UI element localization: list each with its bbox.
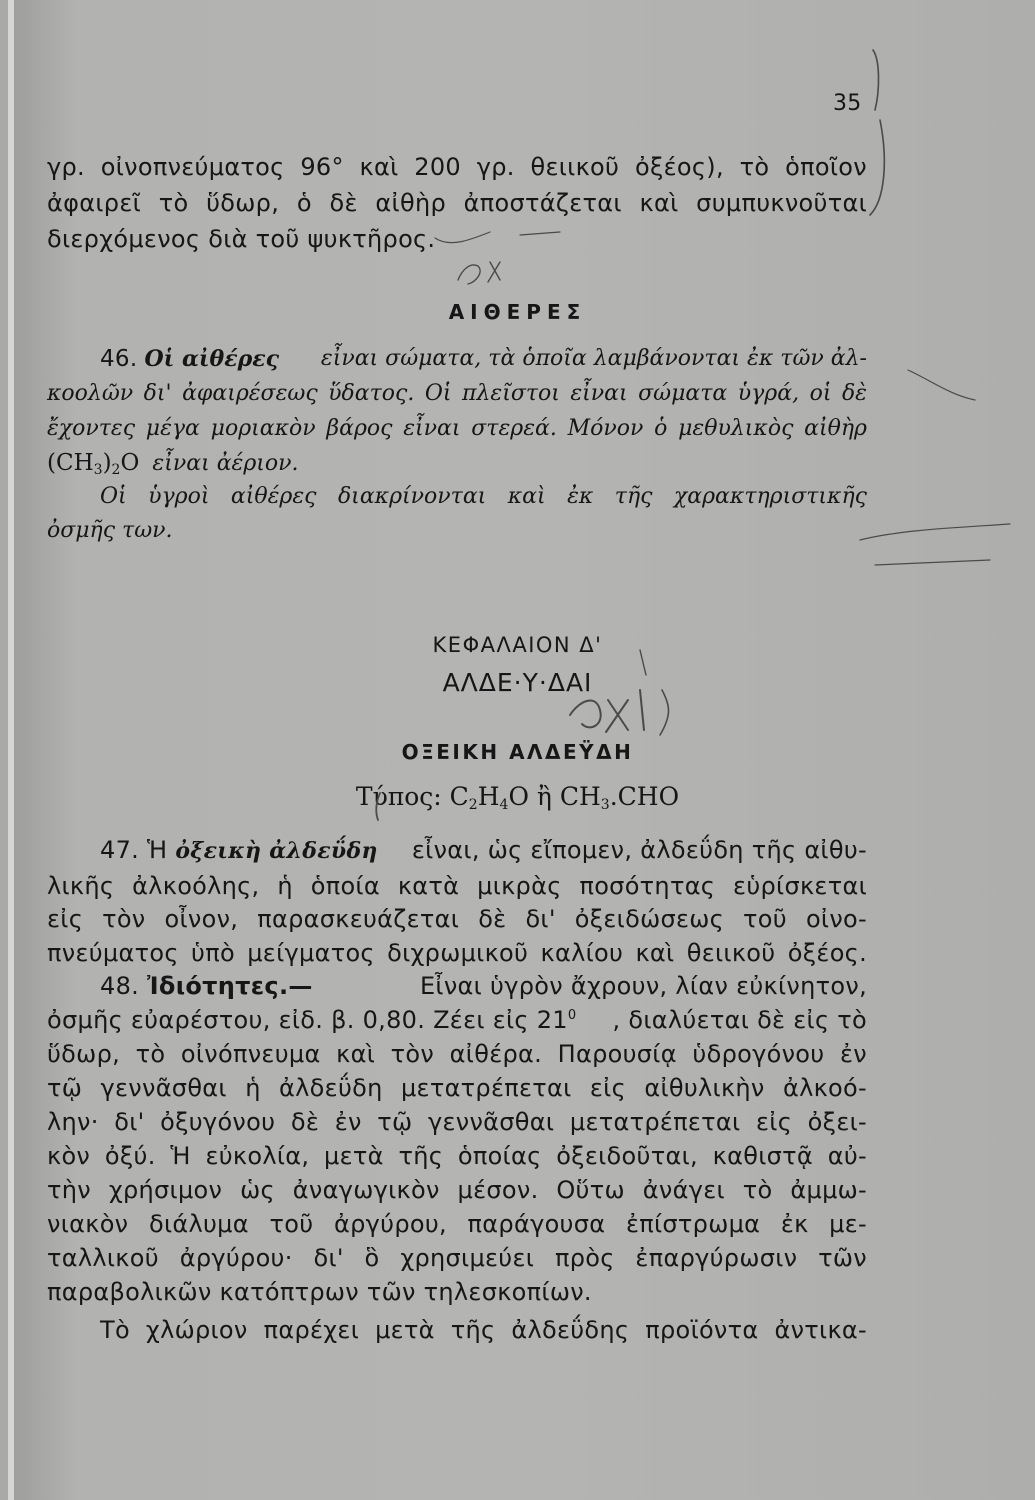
p46-term: Οἱ αἰθέρες: [144, 346, 279, 372]
p46-line-1-rest: εἶναι σώματα, τὰ ὁποῖα λαμβάνονται ἐκ τῶν ἀλ-: [320, 346, 867, 371]
p46-number: 46.: [100, 346, 138, 372]
formula-rest: εἶναι ἀέριον.: [152, 451, 299, 476]
p48-line-7: τὴν χρήσιμον ὡς ἀναγωγικὸν μέσον. Οὕτω ἀνάγει τὸ ἀμμω-: [47, 1176, 867, 1204]
type-sub-3: 3: [600, 797, 610, 813]
p46b-line-1: Οἱ ὑγροὶ αἰθέρες διακρίνονται καὶ ἐκ τῆς χαρακτηριστικῆς: [100, 484, 867, 509]
type-formula-2: H: [477, 782, 500, 811]
p48-line-10: παραβολικῶν κατόπτρων τῶν τηλεσκοπίων.: [47, 1278, 592, 1306]
section-subtitle: ΟΞΕΙΚΗ ΑΛΔΕΫΔΗ: [401, 740, 634, 764]
pencil-strokes: [376, 50, 1010, 820]
p48-line-4: τῷ γεννᾶσθαι ἡ ἀλδεΰδη μετατρέπεται εἰς αἰθυλικὴν ἀλκοό-: [47, 1074, 867, 1102]
formula-sub-2: 2: [111, 462, 121, 478]
p46-line-3: ἔχοντες μέγα μοριακὸν βάρος εἶναι στερεά. Μόνον ὁ μεθυλικὸς αἰθὴρ: [47, 416, 867, 441]
p48-line-3: ὕδωρ, τὸ οἰνόπνευμα καὶ τὸν αἰθέρα. Παρουσίᾳ ὑδρογόνου ἐν: [47, 1040, 867, 1068]
formula-ch: (CH: [47, 450, 94, 476]
p48-line-2-a: ὀσμῆς εὐαρέστου, εἰδ. β. 0,80. Ζέει εἰς 21: [47, 1006, 568, 1034]
type-sub-2: 4: [499, 797, 509, 813]
p48-number: 48.: [100, 972, 140, 1000]
intro-line-1: γρ. οἰνοπνεύματος 96° καὶ 200 γρ. θειικοῦ ὀξέος), τὸ ὁποῖον: [47, 153, 867, 181]
chapter-title: ΑΛΔΕ·Υ·ΔΑΙ: [442, 668, 593, 697]
type-formula-3: O ἢ CH: [508, 782, 601, 811]
p47-line-1-rest: εἶναι, ὡς εἴπομεν, ἀλδεΰδη τῆς αἰθυ-: [411, 836, 867, 864]
type-sub-1: 2: [468, 797, 478, 813]
p46b-line-2: ὀσμῆς των.: [47, 518, 173, 543]
type-formula-4: .CHO: [609, 782, 680, 811]
chapter-label: ΚΕΦΑΛΑΙΟΝ Δ': [432, 633, 603, 657]
p47-number: 47.: [100, 836, 140, 864]
p48-last-line: Τὸ χλώριον παρέχει μετὰ τῆς ἀλδεΰδης προϊόντα ἀντικα-: [100, 1316, 867, 1344]
type-label: Τύπος:: [355, 782, 442, 811]
p48-degree: 0: [567, 1008, 577, 1023]
p47-line-4: πνεύματος ὑπὸ μείγματος διχρωμικοῦ καλίου καὶ θειικοῦ ὀξέος.: [47, 939, 867, 967]
p47-term: ὀξεικὴ ἀλδεΰδη: [175, 838, 378, 864]
p48-term: Ἰδιότητες.—: [147, 972, 313, 1000]
intro-line-2: ἀφαιρεῖ τὸ ὕδωρ, ὁ δὲ αἰθὴρ ἀποστάζεται καὶ συμπυκνοῦται: [47, 189, 867, 217]
intro-line-3: διερχόμενος διὰ τοῦ ψυκτῆρος.: [47, 225, 436, 253]
p47-start: Ἡ: [147, 836, 168, 864]
p48-line-9: ταλλικοῦ ἀργύρου· δι' ὃ χρησιμεύει πρὸς ἐπαργύρωσιν τῶν: [47, 1244, 867, 1272]
p48-line-2-b: , διαλύεται δὲ εἰς τὸ: [612, 1006, 867, 1034]
formula-sub-1: 3: [93, 462, 103, 478]
type-formula-1: C: [449, 782, 469, 811]
p48-line-6: κὸν ὀξύ. Ἡ εὐκολία, μετὰ τῆς ὁποίας ὀξειδοῦται, καθιστᾷ αὐ-: [47, 1142, 867, 1170]
page-number: 35: [833, 91, 862, 116]
ethers-heading: ΑΙΘΕΡΕΣ: [448, 300, 587, 324]
p47-line-2: λικῆς ἀλκοόλης, ἡ ὁποία κατὰ μικρὰς ποσότητας εὑρίσκεται: [47, 872, 867, 900]
p48-line-5: λην· δι' ὀξυγόνου δὲ ἐν τῷ γεννᾶσθαι μετατρέπεται εἰς ὀξει-: [47, 1108, 867, 1136]
formula-mid: ): [102, 450, 112, 476]
p48-line-1-rest: Εἶναι ὑγρὸν ἄχρουν, λίαν εὐκίνητον,: [419, 972, 867, 1000]
p48-line-8: νιακὸν διάλυμα τοῦ ἀργύρου, παράγουσα ἐπίστρωμα ἐκ με-: [47, 1210, 867, 1238]
formula-o: O: [120, 450, 140, 476]
p47-line-3: εἰς τὸν οἶνον, παρασκευάζεται δὲ δι' ὀξειδώσεως τοῦ οἰνο-: [47, 905, 867, 933]
p46-line-2: κοολῶν δι' ἀφαιρέσεως ὕδατος. Οἱ πλεῖστοι εἶναι σώματα ὑγρά, οἱ δὲ: [47, 381, 867, 406]
